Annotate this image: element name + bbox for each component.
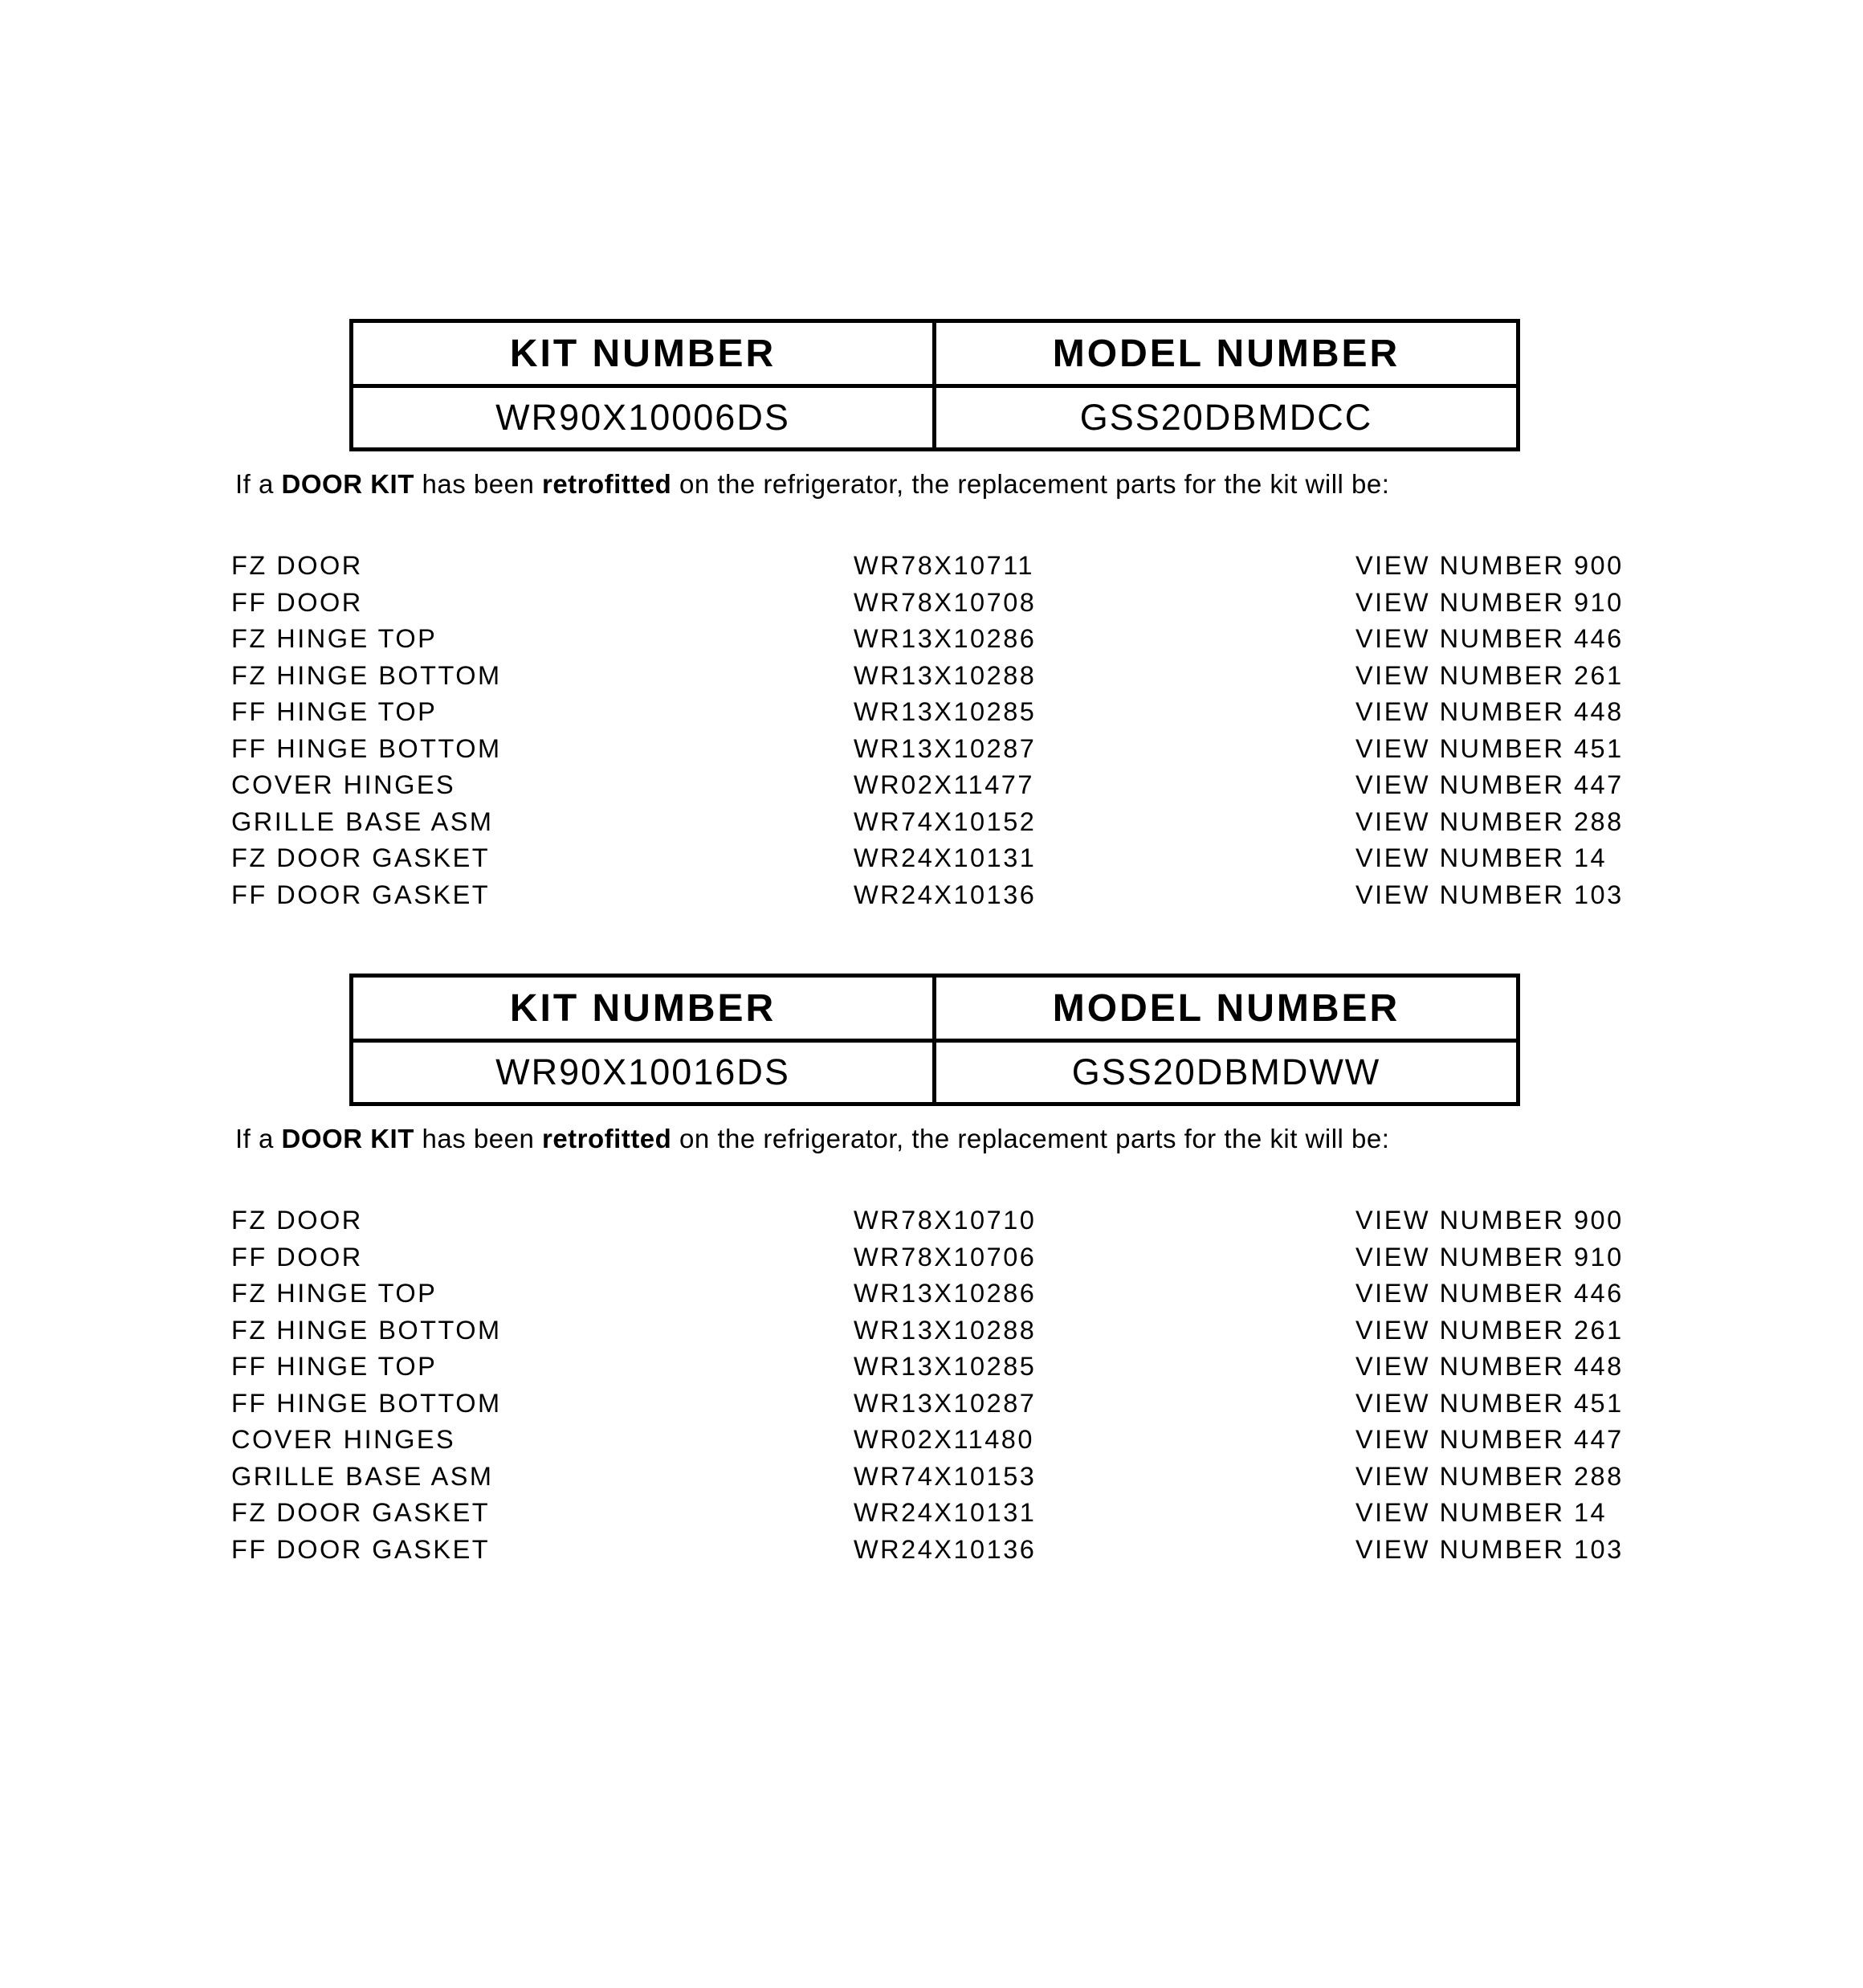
part-number: WR24X10131: [854, 843, 1037, 873]
parts-row: [231, 1239, 1669, 1276]
part-number: WR74X10152: [854, 806, 1037, 836]
part-number: WR13X10288: [854, 1315, 1037, 1345]
kit-number-header: KIT NUMBER: [353, 323, 936, 388]
parts-row: [231, 1386, 1669, 1423]
part-name: FF HINGE BOTTOM: [231, 733, 502, 763]
part-name: FF DOOR GASKET: [231, 880, 491, 909]
intro-text: If a: [235, 469, 282, 499]
parts-row: [231, 1532, 1669, 1569]
view-number: VIEW NUMBER 288: [1355, 1461, 1624, 1491]
view-number: VIEW NUMBER 288: [1355, 806, 1624, 836]
intro-text: on the refrigerator, the replacement parts for the kit will be:: [671, 469, 1390, 499]
part-name: FZ DOOR GASKET: [231, 1498, 491, 1528]
part-number: WR78X10710: [854, 1206, 1037, 1235]
part-number: WR13X10286: [854, 624, 1037, 654]
part-name: GRILLE BASE ASM: [231, 806, 494, 836]
parts-row: [231, 694, 1669, 731]
part-number: WR02X11480: [854, 1425, 1034, 1455]
intro-text: If a: [235, 1124, 282, 1153]
parts-row: [231, 1422, 1669, 1459]
part-name: FZ DOOR GASKET: [231, 843, 491, 873]
part-number: WR02X11477: [854, 770, 1034, 800]
parts-row: [231, 1459, 1669, 1496]
parts-row: [231, 585, 1669, 622]
parts-row: [231, 658, 1669, 695]
view-number: VIEW NUMBER 446: [1355, 624, 1624, 654]
model-number-header: MODEL NUMBER: [936, 978, 1516, 1043]
intro-bold-door-kit: DOOR KIT: [281, 1124, 414, 1153]
view-number: VIEW NUMBER 910: [1355, 1242, 1624, 1272]
intro-text: has been: [414, 1124, 542, 1153]
part-number: WR78X10711: [854, 551, 1034, 581]
part-number: WR78X10706: [854, 1242, 1037, 1272]
part-number: WR78X10708: [854, 587, 1037, 617]
retrofit-note: [235, 1123, 1389, 1155]
kit-number-value: WR90X10006DS: [353, 388, 936, 447]
part-number: WR24X10131: [854, 1498, 1037, 1528]
view-number: VIEW NUMBER 14: [1355, 843, 1608, 873]
part-number: WR13X10288: [854, 660, 1037, 690]
part-name: FZ HINGE BOTTOM: [231, 1315, 502, 1345]
part-name: COVER HINGES: [231, 770, 456, 800]
view-number: VIEW NUMBER 451: [1355, 733, 1624, 763]
intro-bold-retrofitted: retrofitted: [541, 1124, 672, 1153]
intro-bold-retrofitted: retrofitted: [541, 469, 672, 499]
part-number: WR13X10287: [854, 733, 1037, 763]
part-number: WR13X10286: [854, 1279, 1037, 1308]
intro-bold-door-kit: DOOR KIT: [281, 469, 414, 499]
part-name: COVER HINGES: [231, 1425, 456, 1455]
part-name: FF HINGE TOP: [231, 1352, 438, 1382]
kit-section-2: [0, 974, 1863, 1584]
kit-number-value: WR90X10016DS: [353, 1043, 936, 1102]
view-number: VIEW NUMBER 103: [1355, 880, 1624, 909]
view-number: VIEW NUMBER 448: [1355, 1352, 1624, 1382]
view-number: VIEW NUMBER 447: [1355, 1425, 1624, 1455]
model-number-value: GSS20DBMDWW: [1071, 1051, 1381, 1092]
parts-row: [231, 767, 1669, 804]
intro-text: on the refrigerator, the replacement parts for the kit will be:: [671, 1124, 1390, 1153]
parts-list: [231, 548, 1669, 913]
view-number: VIEW NUMBER 448: [1355, 697, 1624, 727]
part-name: FF DOOR GASKET: [231, 1534, 491, 1564]
view-number: VIEW NUMBER 900: [1355, 551, 1624, 581]
kit-model-table: [349, 974, 1520, 1106]
view-number: VIEW NUMBER 103: [1355, 1534, 1624, 1564]
parts-row: [231, 621, 1669, 658]
parts-row: [231, 1276, 1669, 1312]
part-number: WR24X10136: [854, 1534, 1037, 1564]
part-name: FZ HINGE TOP: [231, 1279, 438, 1308]
part-name: GRILLE BASE ASM: [231, 1461, 494, 1491]
view-number: VIEW NUMBER 900: [1355, 1206, 1624, 1235]
model-number-header: MODEL NUMBER: [936, 323, 1516, 388]
part-name: FF DOOR: [231, 1242, 363, 1272]
part-name: FF HINGE BOTTOM: [231, 1388, 502, 1418]
view-number: VIEW NUMBER 910: [1355, 587, 1624, 617]
model-number-value: GSS20DBMDCC: [1079, 397, 1373, 438]
kit-section-1: [0, 319, 1863, 929]
part-number: WR74X10153: [854, 1461, 1037, 1491]
parts-row: [231, 877, 1669, 914]
parts-row: [231, 1495, 1669, 1532]
parts-list: [231, 1202, 1669, 1568]
part-number: WR24X10136: [854, 880, 1037, 909]
view-number: VIEW NUMBER 446: [1355, 1279, 1624, 1308]
intro-text: has been: [414, 469, 542, 499]
part-name: FZ HINGE TOP: [231, 624, 438, 654]
view-number: VIEW NUMBER 451: [1355, 1388, 1624, 1418]
view-number: VIEW NUMBER 261: [1355, 1315, 1624, 1345]
parts-row: [231, 731, 1669, 768]
part-name: FZ DOOR: [231, 551, 363, 581]
parts-row: [231, 1312, 1669, 1349]
part-name: FZ HINGE BOTTOM: [231, 660, 502, 690]
parts-row: [231, 840, 1669, 877]
part-number: WR13X10285: [854, 697, 1037, 727]
parts-row: [231, 1349, 1669, 1386]
part-number: WR13X10287: [854, 1388, 1037, 1418]
kit-model-table: [349, 319, 1520, 451]
kit-number-header: KIT NUMBER: [353, 978, 936, 1043]
view-number: VIEW NUMBER 261: [1355, 660, 1624, 690]
retrofit-note: [235, 468, 1389, 500]
part-name: FF DOOR: [231, 587, 363, 617]
view-number: VIEW NUMBER 447: [1355, 770, 1624, 800]
parts-row: [231, 548, 1669, 585]
part-number: WR13X10285: [854, 1352, 1037, 1382]
parts-row: [231, 1202, 1669, 1239]
view-number: VIEW NUMBER 14: [1355, 1498, 1608, 1528]
part-name: FZ DOOR: [231, 1206, 363, 1235]
parts-row: [231, 804, 1669, 841]
part-name: FF HINGE TOP: [231, 697, 438, 727]
